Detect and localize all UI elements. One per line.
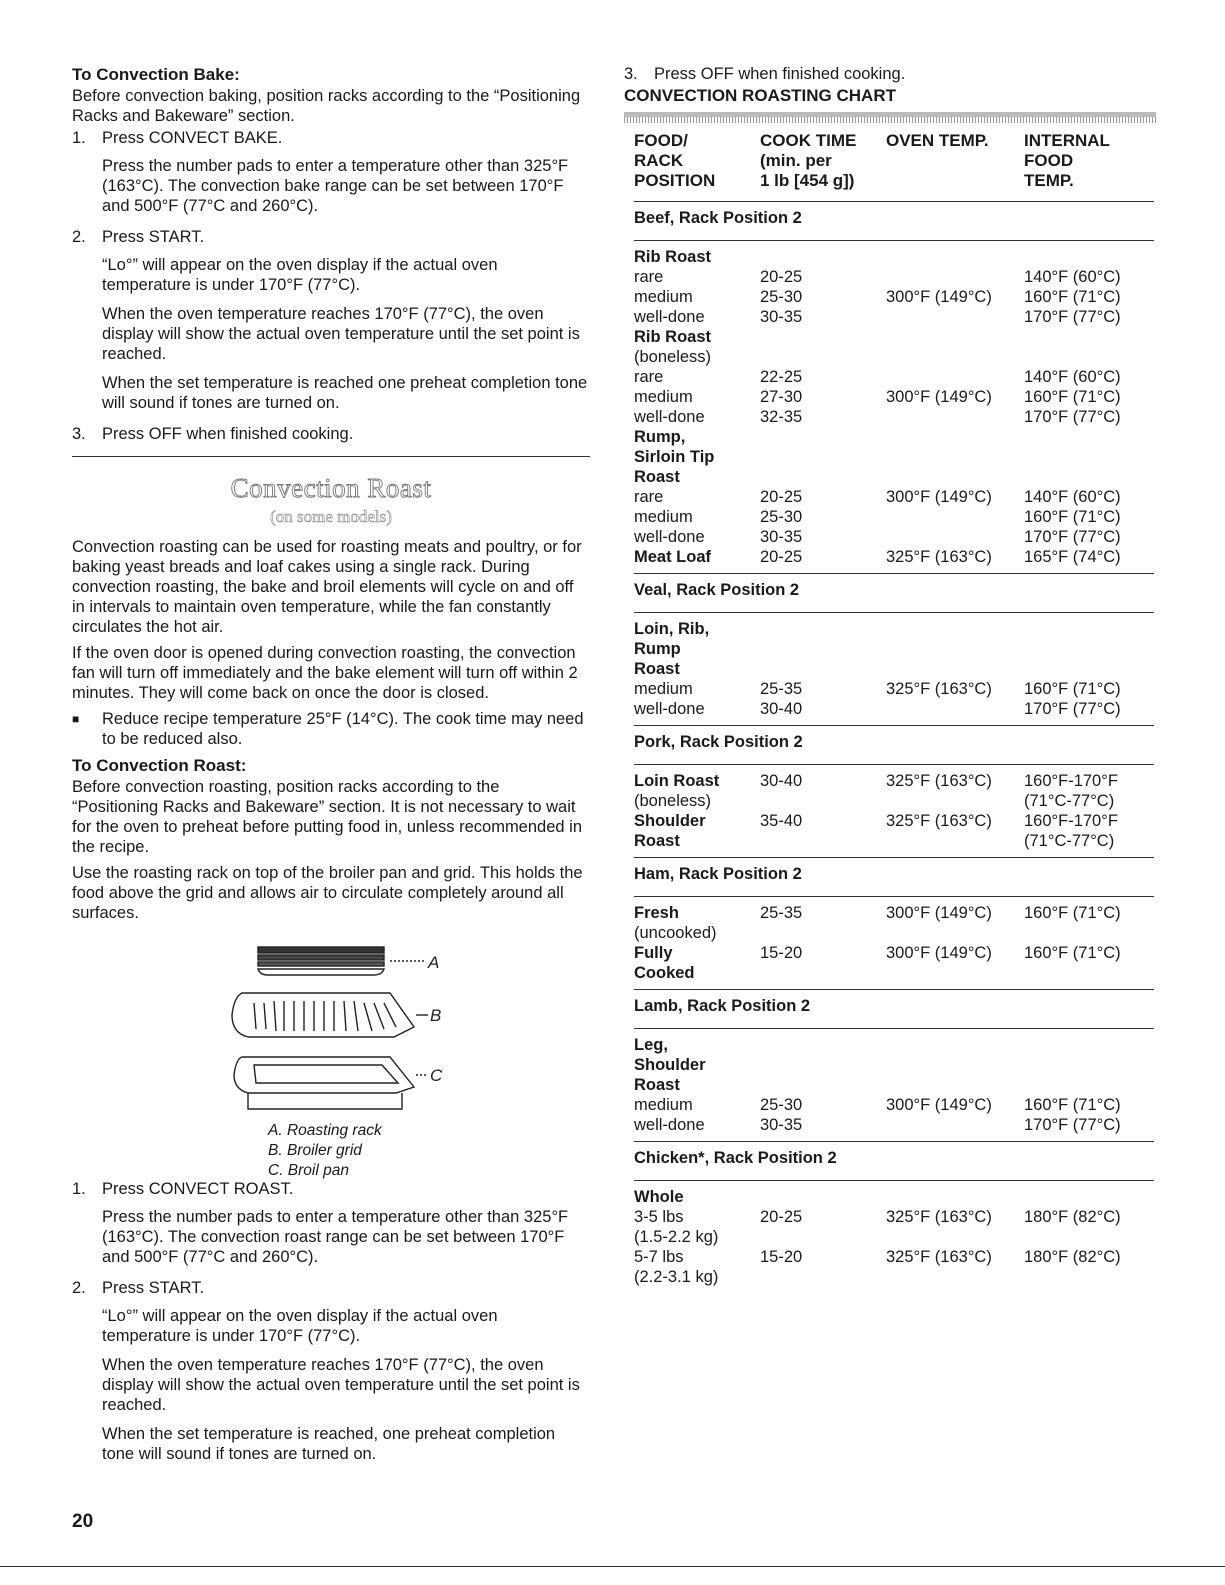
step-number: 2.: [72, 228, 86, 246]
table-row: [634, 1115, 1154, 1135]
internal-temp-cell: (71°C-77°C): [1024, 832, 1115, 850]
step-2: [72, 227, 590, 422]
oven-temp-cell: [886, 307, 1024, 327]
oven-temp-cell: [886, 507, 1024, 527]
oven-temp-cell: [886, 447, 1024, 467]
oven-temp-cell: [886, 367, 1024, 387]
oven-temp-cell: [886, 699, 1024, 719]
step-1: [72, 1179, 590, 1276]
food-cell: Rump: [634, 640, 681, 658]
group-title: Beef, Rack Position 2: [634, 202, 1154, 241]
table-row: [634, 287, 1154, 307]
internal-temp-cell: 160°F (71°C): [1024, 904, 1121, 922]
oven-temp-cell: [886, 527, 1024, 547]
convection-bake-intro: Before convection baking, position racks according to the “Positioning Racks and Bakeware” section.: [72, 87, 581, 125]
table-row: [634, 923, 1154, 943]
step-paragraph: When the set temperature is reached one preheat completion tone will sound if tones are turned on.: [102, 374, 588, 412]
food-cell: Shoulder: [634, 812, 706, 830]
step-title: Press OFF when finished cooking.: [102, 425, 354, 443]
oven-temp-cell: [886, 619, 1024, 639]
oven-temp-cell: [886, 791, 1024, 811]
internal-temp-cell: [1024, 963, 1154, 983]
oven-temp-cell: [886, 467, 1024, 487]
roast-bullet-text: Reduce recipe temperature 25°F (14°C). The cook time may need to be reduced also.: [102, 710, 584, 748]
table-row: [634, 1075, 1154, 1095]
oven-temp-cell: [886, 1227, 1024, 1247]
internal-temp-cell: [1024, 347, 1154, 367]
step-number: 1.: [72, 1180, 86, 1198]
oven-temp-cell: 300°F (149°C): [886, 904, 992, 922]
oven-temp-cell: 325°F (163°C): [886, 680, 992, 698]
table-row: [634, 547, 1154, 567]
food-cell: well-done: [634, 408, 705, 426]
spacer-row: [634, 1287, 1154, 1293]
food-cell: well-done: [634, 528, 705, 546]
step-2: [72, 1278, 590, 1473]
section-subtitle: (on some models): [270, 507, 392, 526]
food-cell: Whole: [634, 1188, 684, 1206]
table-row: [634, 791, 1154, 811]
right-column: [624, 64, 1156, 1293]
cook-time-cell: 30-35: [760, 308, 803, 326]
food-cell: (uncooked): [634, 924, 717, 942]
internal-temp-cell: 140°F (60°C): [1024, 488, 1121, 506]
square-bullet-icon: ■: [72, 712, 80, 726]
step-title: Press CONVECT ROAST.: [102, 1180, 294, 1198]
table-row: [634, 831, 1154, 851]
oven-temp-cell: [886, 1035, 1024, 1055]
chart-group-row: [634, 990, 1154, 1029]
oven-temp-cell: [886, 327, 1024, 347]
internal-temp-cell: 160°F (71°C): [1024, 680, 1121, 698]
convection-bake-steps: [72, 128, 590, 448]
oven-temp-cell: [886, 659, 1024, 679]
step-paragraph: Press the number pads to enter a temperature other than 325°F (163°C). The convection bake range can be set between 170°F and 500°F (77°C and 260°C).: [102, 157, 569, 215]
cook-time-cell: 35-40: [760, 812, 803, 830]
oven-temp-cell: 325°F (163°C): [886, 772, 992, 790]
group-title: Lamb, Rack Position 2: [634, 990, 1154, 1029]
food-cell: (boneless): [634, 348, 712, 366]
convection-roast-heading: To Convection Roast:: [72, 756, 247, 775]
step-body: [102, 424, 590, 448]
step-text: Press OFF when finished cooking.: [654, 65, 906, 83]
oven-temp-cell: [886, 963, 1024, 983]
table-row: [634, 679, 1154, 699]
chart-group-row: [634, 858, 1154, 897]
cook-time-cell: 27-30: [760, 388, 803, 406]
header-food: FOOD/ RACK POSITION: [634, 131, 716, 190]
step-body: [102, 1179, 590, 1276]
table-row: [634, 1095, 1154, 1115]
food-cell: Meat Loaf: [634, 548, 712, 566]
food-cell: Rump,: [634, 428, 686, 446]
internal-temp-cell: 160°F (71°C): [1024, 508, 1121, 526]
table-row: [634, 639, 1154, 659]
table-row: [634, 903, 1154, 923]
internal-temp-cell: [1024, 923, 1154, 943]
internal-temp-cell: [1024, 327, 1154, 347]
food-cell: Rib Roast: [634, 248, 712, 266]
internal-temp-cell: 170°F (77°C): [1024, 700, 1121, 718]
internal-temp-cell: 170°F (77°C): [1024, 408, 1121, 426]
chart-group-row: [634, 1142, 1154, 1181]
cook-time-cell: [760, 963, 886, 983]
step-number: 3.: [624, 65, 638, 83]
food-cell: Cooked: [634, 964, 695, 982]
cook-time-cell: 25-30: [760, 1096, 803, 1114]
section-title: Convection Roast: [230, 473, 432, 503]
oven-temp-cell: [886, 1187, 1024, 1207]
internal-temp-cell: [1024, 1075, 1154, 1095]
cook-time-cell: [760, 923, 886, 943]
section-divider: [72, 456, 590, 457]
label-a: A: [428, 953, 440, 972]
roast-bullet: [72, 709, 590, 749]
step-body: [102, 227, 590, 422]
oven-temp-cell: 300°F (149°C): [886, 1096, 992, 1114]
step-body: [102, 128, 590, 225]
internal-temp-cell: 180°F (82°C): [1024, 1248, 1121, 1266]
cook-time-cell: [760, 1267, 886, 1287]
food-cell: Shoulder: [634, 1056, 706, 1074]
roasting-rack-figure: [72, 941, 590, 1179]
cook-time-cell: 30-40: [760, 772, 803, 790]
oven-temp-cell: 325°F (163°C): [886, 812, 992, 830]
oven-temp-cell: [886, 407, 1024, 427]
oven-temp-cell: [886, 1115, 1024, 1135]
table-row: [634, 963, 1154, 983]
internal-temp-cell: 140°F (60°C): [1024, 368, 1121, 386]
table-row: [634, 527, 1154, 547]
step-title: Press CONVECT BAKE.: [102, 129, 283, 147]
left-column: [72, 64, 590, 1473]
internal-temp-cell: 170°F (77°C): [1024, 308, 1121, 326]
cook-time-cell: 25-35: [760, 904, 803, 922]
step-paragraph: “Lo°” will appear on the oven display if the actual oven temperature is under 170°F (77°C).: [102, 256, 498, 294]
table-row: [634, 1035, 1154, 1055]
caption-b: B. Broiler grid: [268, 1142, 362, 1159]
food-cell: medium: [634, 1096, 693, 1114]
step-1: [72, 128, 590, 225]
table-row: [634, 1055, 1154, 1075]
food-cell: Roast: [634, 1076, 680, 1094]
internal-temp-cell: 170°F (77°C): [1024, 528, 1121, 546]
internal-temp-cell: [1024, 1267, 1154, 1287]
internal-temp-cell: [1024, 619, 1154, 639]
caption-c: C. Broil pan: [268, 1162, 349, 1179]
table-row: [634, 407, 1154, 427]
convection-bake-heading: To Convection Bake:: [72, 65, 240, 84]
table-row: [634, 619, 1154, 639]
convection-roasting-chart: [634, 125, 1154, 1293]
header-cook-time: COOK TIME (min. per 1 lb [454 g]): [760, 131, 857, 190]
oven-temp-cell: 300°F (149°C): [886, 944, 992, 962]
table-row: [634, 771, 1154, 791]
food-cell: rare: [634, 488, 664, 506]
food-cell: Fully: [634, 944, 673, 962]
internal-temp-cell: [1024, 467, 1154, 487]
internal-temp-cell: [1024, 659, 1154, 679]
food-cell: medium: [634, 288, 693, 306]
oven-temp-cell: [886, 427, 1024, 447]
food-cell: Rib Roast: [634, 328, 712, 346]
oven-temp-cell: [886, 1075, 1024, 1095]
internal-temp-cell: [1024, 639, 1154, 659]
food-cell: medium: [634, 680, 693, 698]
food-cell: 5-7 lbs: [634, 1248, 684, 1266]
broil-pan-illustration: [72, 941, 590, 1121]
table-row: [634, 699, 1154, 719]
step-number: 3.: [72, 425, 86, 443]
roast-para-2: Use the roasting rack on top of the broiler pan and grid. This holds the food above the grid and allows air to circulate completely around all surfaces.: [72, 864, 583, 922]
oven-temp-cell: [886, 1267, 1024, 1287]
cook-time-cell: 30-35: [760, 528, 803, 546]
cook-time-cell: 30-35: [760, 1116, 803, 1134]
group-title: Pork, Rack Position 2: [634, 726, 1154, 765]
cook-time-cell: 15-20: [760, 944, 803, 962]
table-row: [634, 1207, 1154, 1227]
internal-temp-cell: 160°F (71°C): [1024, 288, 1121, 306]
table-row: [634, 387, 1154, 407]
food-cell: 3-5 lbs: [634, 1208, 684, 1226]
roast-intro-2: If the oven door is opened during convection roasting, the convection fan will turn off immediately and the bake element will turn off within 2 minutes. They will come back on once the door is closed.: [72, 644, 578, 702]
food-cell: well-done: [634, 308, 705, 326]
cook-time-cell: [760, 659, 886, 679]
oven-temp-cell: 300°F (149°C): [886, 388, 992, 406]
table-row: [634, 367, 1154, 387]
chart-group-row: [634, 574, 1154, 613]
oven-temp-cell: [886, 923, 1024, 943]
internal-temp-cell: [1024, 1055, 1154, 1075]
internal-temp-cell: 180°F (82°C): [1024, 1208, 1121, 1226]
internal-temp-cell: 160°F-170°F: [1024, 772, 1118, 790]
table-row: [634, 447, 1154, 467]
cook-time-cell: [760, 247, 886, 267]
cook-time-cell: [760, 1035, 886, 1055]
step-paragraph: “Lo°” will appear on the oven display if the actual oven temperature is under 170°F (77°C).: [102, 1307, 498, 1345]
oven-temp-cell: [886, 267, 1024, 287]
chart-top-rule: [624, 112, 1156, 123]
roast-para-1: Before convection roasting, position racks according to the “Positioning Racks and Bakeware” section. It is not necessary to wait for the oven to preheat before putting food in, unless recommended in the recipe.: [72, 778, 582, 856]
cook-time-cell: [760, 831, 886, 851]
oven-temp-cell: 325°F (163°C): [886, 548, 992, 566]
food-cell: rare: [634, 368, 664, 386]
table-row: [634, 1227, 1154, 1247]
cook-time-cell: [760, 327, 886, 347]
step-3: [72, 424, 590, 448]
cook-time-cell: [760, 467, 886, 487]
table-row: [634, 487, 1154, 507]
oven-temp-cell: [886, 639, 1024, 659]
internal-temp-cell: (71°C-77°C): [1024, 792, 1115, 810]
table-row: [634, 327, 1154, 347]
cook-time-cell: 25-35: [760, 680, 803, 698]
internal-temp-cell: 160°F (71°C): [1024, 944, 1121, 962]
food-cell: Fresh: [634, 904, 679, 922]
oven-temp-cell: [886, 247, 1024, 267]
internal-temp-cell: 165°F (74°C): [1024, 548, 1121, 566]
food-cell: rare: [634, 268, 664, 286]
internal-temp-cell: [1024, 1035, 1154, 1055]
food-cell: medium: [634, 508, 693, 526]
convection-roast-steps: [72, 1179, 590, 1473]
food-cell: Loin Roast: [634, 772, 720, 790]
cook-time-cell: [760, 619, 886, 639]
cook-time-cell: [760, 1055, 886, 1075]
chart-title: CONVECTION ROASTING CHART: [624, 86, 896, 105]
step-paragraph: When the oven temperature reaches 170°F (77°C), the oven display will show the actual oven temperature until the set point is reached.: [102, 305, 580, 363]
table-row: [634, 507, 1154, 527]
cook-time-cell: [760, 1075, 886, 1095]
internal-temp-cell: [1024, 1227, 1154, 1247]
oven-temp-cell: [886, 347, 1024, 367]
step-number: 1.: [72, 129, 86, 147]
chart-group-row: [634, 726, 1154, 765]
table-row: [634, 1187, 1154, 1207]
food-cell: (2.2-3.1 kg): [634, 1268, 719, 1286]
food-cell: (boneless): [634, 792, 712, 810]
cook-time-cell: [760, 791, 886, 811]
header-oven-temp: OVEN TEMP.: [886, 131, 989, 150]
table-row: [634, 347, 1154, 367]
table-row: [634, 1247, 1154, 1267]
step-paragraph: Press the number pads to enter a temperature other than 325°F (163°C). The convection roast range can be set between 170°F and 500°F (77°C and 260°C).: [102, 1208, 569, 1266]
oven-temp-cell: 300°F (149°C): [886, 288, 992, 306]
table-row: [634, 427, 1154, 447]
food-cell: Roast: [634, 468, 680, 486]
internal-temp-cell: [1024, 1187, 1154, 1207]
cook-time-cell: [760, 1227, 886, 1247]
label-c: C: [430, 1066, 443, 1085]
cook-time-cell: 20-25: [760, 1208, 803, 1226]
step-number: 2.: [72, 1279, 86, 1297]
internal-temp-cell: [1024, 427, 1154, 447]
figure-captions: [268, 1121, 382, 1181]
table-row: [634, 307, 1154, 327]
header-internal-temp: INTERNAL FOOD TEMP.: [1024, 131, 1110, 190]
table-row: [634, 943, 1154, 963]
food-cell: Leg,: [634, 1036, 668, 1054]
step-paragraph: When the set temperature is reached, one preheat completion tone will sound if tones are turned on.: [102, 1425, 556, 1463]
cook-time-cell: [760, 427, 886, 447]
table-row: [634, 247, 1154, 267]
cook-time-cell: 30-40: [760, 700, 803, 718]
step-paragraph: When the oven temperature reaches 170°F (77°C), the oven display will show the actual oven temperature until the set point is reached.: [102, 1356, 580, 1414]
cook-time-cell: 20-25: [760, 548, 803, 566]
food-cell: Roast: [634, 832, 680, 850]
cook-time-cell: 20-25: [760, 268, 803, 286]
internal-temp-cell: 170°F (77°C): [1024, 1116, 1121, 1134]
food-cell: Roast: [634, 660, 680, 678]
roast-intro-1: Convection roasting can be used for roasting meats and poultry, or for baking yeast breads and loaf cakes using a single rack. During convection roasting, the bake and broil elements will cycle on and off in intervals to maintain oven temperature, while the fan constantly circulates the hot air.: [72, 538, 582, 636]
oven-temp-cell: 300°F (149°C): [886, 488, 992, 506]
caption-a: A. Roasting rack: [268, 1122, 382, 1139]
cook-time-cell: 32-35: [760, 408, 803, 426]
food-cell: well-done: [634, 700, 705, 718]
table-row: [634, 811, 1154, 831]
label-b: B: [430, 1006, 442, 1025]
cook-time-cell: 25-30: [760, 288, 803, 306]
food-cell: (1.5-2.2 kg): [634, 1228, 719, 1246]
chart-header-row: [634, 125, 1154, 202]
table-row: [634, 267, 1154, 287]
internal-temp-cell: [1024, 247, 1154, 267]
oven-temp-cell: 325°F (163°C): [886, 1248, 992, 1266]
oven-temp-cell: [886, 831, 1024, 851]
table-row: [634, 659, 1154, 679]
table-row: [634, 467, 1154, 487]
food-cell: medium: [634, 388, 693, 406]
food-cell: well-done: [634, 1116, 705, 1134]
group-title: Ham, Rack Position 2: [634, 858, 1154, 897]
step-title: Press START.: [102, 1279, 205, 1297]
step-body: [102, 1278, 590, 1473]
table-row: [634, 1267, 1154, 1287]
cook-time-cell: [760, 1187, 886, 1207]
food-cell: Sirloin Tip: [634, 448, 715, 466]
bottom-rule: [0, 1566, 1225, 1567]
page-number: 20: [72, 1511, 94, 1532]
step-title: Press START.: [102, 228, 205, 246]
group-title: Veal, Rack Position 2: [634, 574, 1154, 613]
cook-time-cell: 22-25: [760, 368, 803, 386]
internal-temp-cell: 160°F (71°C): [1024, 388, 1121, 406]
oven-temp-cell: 325°F (163°C): [886, 1208, 992, 1226]
step-3-off: [624, 64, 1156, 84]
food-cell: Loin, Rib,: [634, 620, 710, 638]
group-title: Chicken*, Rack Position 2: [634, 1142, 1154, 1181]
cook-time-cell: 15-20: [760, 1248, 803, 1266]
internal-temp-cell: [1024, 447, 1154, 467]
cook-time-cell: [760, 639, 886, 659]
internal-temp-cell: 140°F (60°C): [1024, 268, 1121, 286]
chart-group-row: [634, 202, 1154, 241]
cook-time-cell: [760, 347, 886, 367]
cook-time-cell: 20-25: [760, 488, 803, 506]
cook-time-cell: [760, 447, 886, 467]
internal-temp-cell: 160°F-170°F: [1024, 812, 1118, 830]
internal-temp-cell: 160°F (71°C): [1024, 1096, 1121, 1114]
oven-temp-cell: [886, 1055, 1024, 1075]
cook-time-cell: 25-30: [760, 508, 803, 526]
